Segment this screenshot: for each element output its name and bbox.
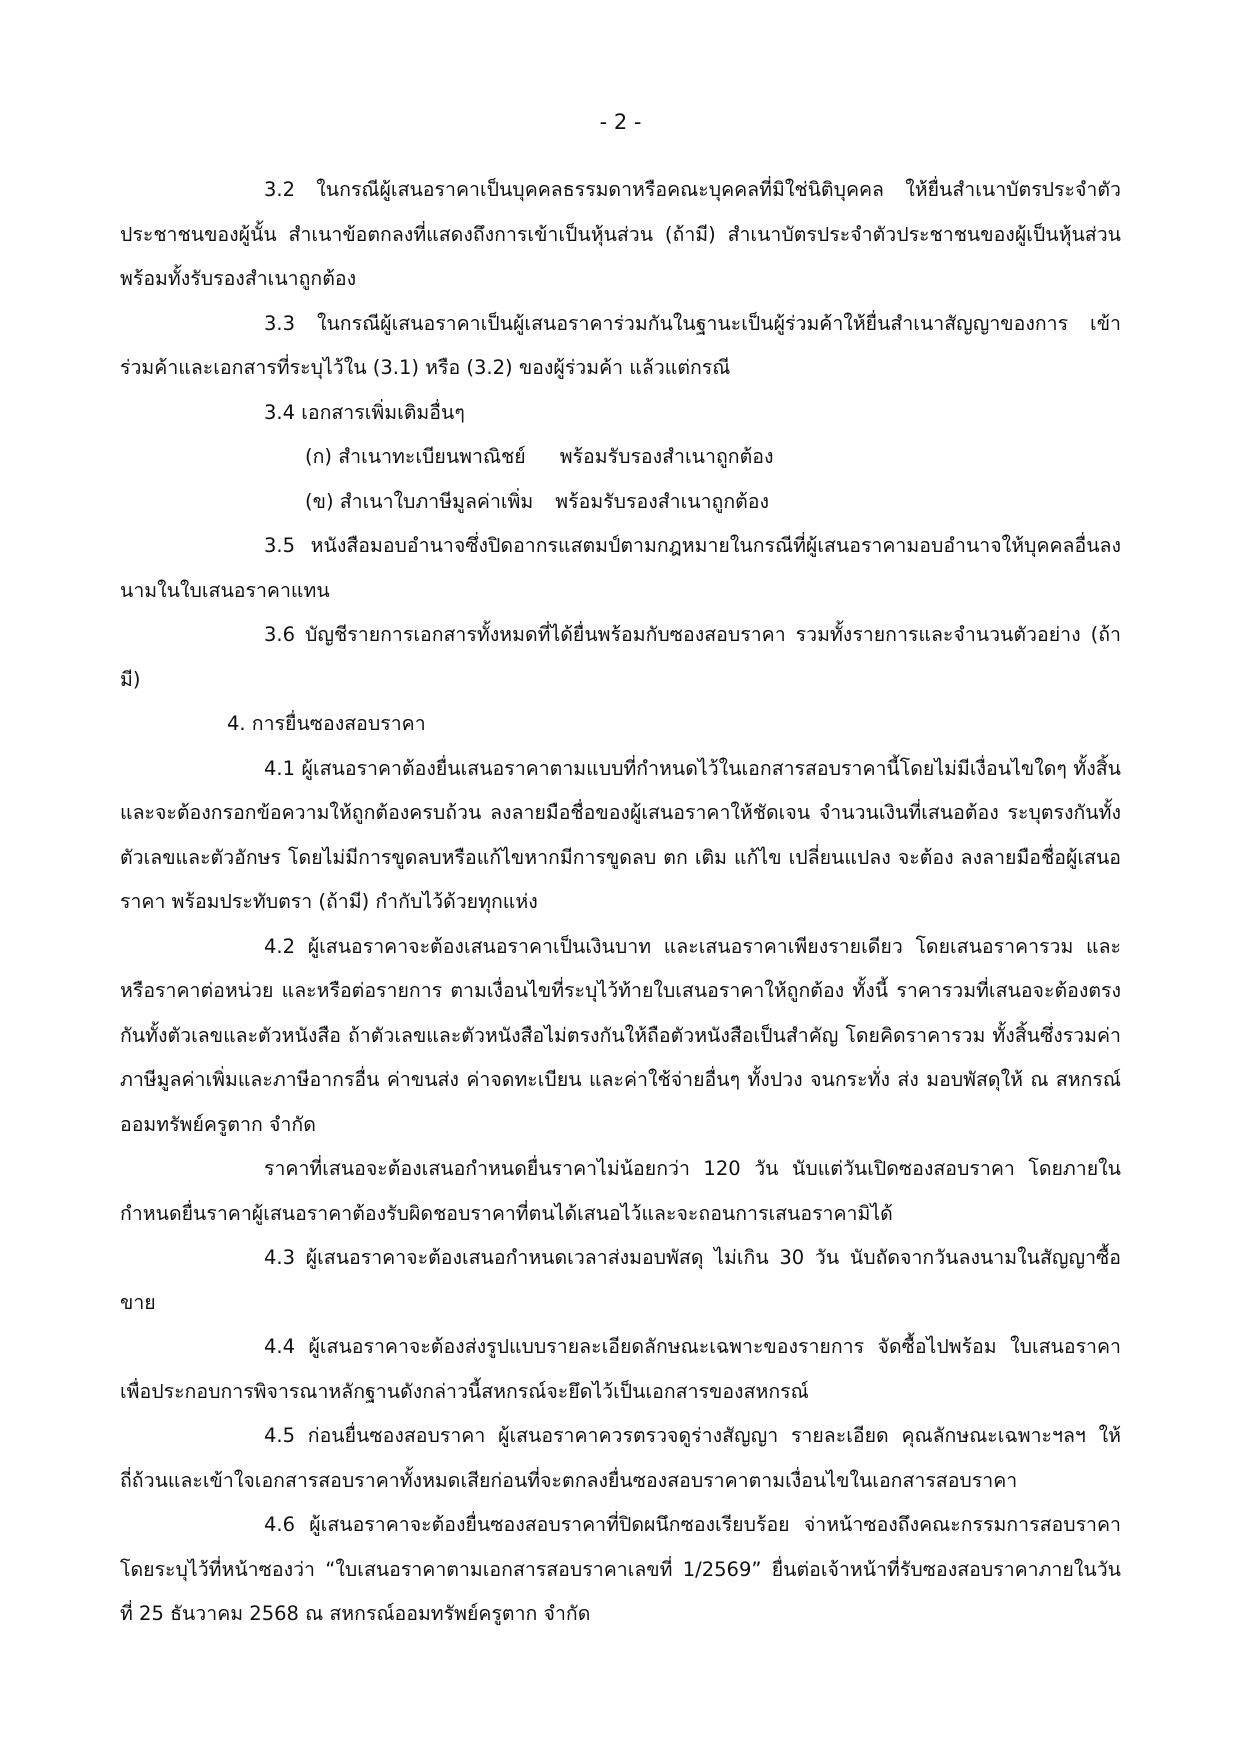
paragraph-4-2-price: ราคาที่เสนอจะต้องเสนอกำหนดยื่นราคาไม่น้อยกว่า 120 วัน นับแต่วันเปิดซองสอบราคา โดยภายในกำหนดยื่นราคาผู้เสนอราคาต้องรับผิดชอบราคาที่ตนได้เสนอไว้และจะถอนการเสนอราคามิได้ xyxy=(120,1157,1121,1225)
paragraph-4-5: 4.5 ก่อนยื่นซองสอบราคา ผู้เสนอราคาควรตรวจดูร่างสัญญา รายละเอียด คุณลักษณะเฉพาะฯลฯ ให้ถี่ถ้วนและเข้าใจเอกสารสอบราคาทั้งหมดเสียก่อนที่จะตกลงยื่นซองสอบราคาตามเงื่อนไขในเอกสารสอบราคา xyxy=(120,1424,1121,1492)
page-number: - 2 - xyxy=(599,110,642,134)
paragraph-3-4-a xyxy=(120,435,1121,480)
paragraph-3-2: 3.2 ในกรณีผู้เสนอราคาเป็นบุคคลธรรมดาหรือคณะบุคคลที่มิใช่นิติบุคคล ให้ยื่นสำเนาบัตรประจำตัวประชาชนของผู้นั้น สำเนาข้อตกลงที่แสดงถึงการเข้าเป็นหุ้นส่วน (ถ้ามี) สำเนาบัตรประจำตัวประชาชนของผู้เป็นหุ้นส่วน พร้อมทั้งรับรองสำเนาถูกต้อง xyxy=(120,178,1121,290)
paragraph-4-3: 4.3 ผู้เสนอราคาจะต้องเสนอกำหนดเวลาส่งมอบพัสดุ ไม่เกิน 30 วัน นับถัดจากวันลงนามในสัญญาซื้อขาย xyxy=(120,1246,1121,1314)
paragraph-3-6: 3.6 บัญชีรายการเอกสารทั้งหมดที่ได้ยื่นพร้อมกับซองสอบราคา รวมทั้งรายการและจำนวนตัวอย่าง (ถ้ามี) xyxy=(120,623,1121,691)
item-b-note: พร้อมรับรองสำเนาถูกต้อง xyxy=(555,489,770,513)
paragraph-4-4: 4.4 ผู้เสนอราคาจะต้องส่งรูปแบบรายละเอียดลักษณะเฉพาะของรายการ จัดซื้อไปพร้อม ใบเสนอราคาเพื่อประกอบการพิจารณาหลักฐานดังกล่าวนี้สหกรณ์จะยึดไว้เป็นเอกสารของสหกรณ์ xyxy=(120,1335,1121,1403)
document-body xyxy=(120,168,1121,1637)
paragraph-3-5: 3.5 หนังสือมอบอำนาจซึ่งปิดอากรแสตมป์ตามกฎหมายในกรณีที่ผู้เสนอราคามอบอำนาจให้บุคคลอื่นลงนามในใบเสนอราคาแทน xyxy=(120,534,1121,602)
paragraph-4-2: 4.2 ผู้เสนอราคาจะต้องเสนอราคาเป็นเงินบาท และเสนอราคาเพียงรายเดียว โดยเสนอราคารวม และหรือราคาต่อหน่วย และหรือต่อรายการ ตามเงื่อนไขที่ระบุไว้ท้ายใบเสนอราคาให้ถูกต้อง ทั้งนี้ ราคารวมที่เสนอจะต้องตรงกันทั้งตัวเลขและตัวหนังสือ ถ้าตัวเลขและตัวหนังสือไม่ตรงกันให้ถือตัวหนังสือเป็นสำคัญ โดยคิดราคารวม ทั้งสิ้นซึ่งรวมค่าภาษีมูลค่าเพิ่มและภาษีอากรอื่น ค่าขนส่ง ค่าจดทะเบียน และค่าใช้จ่ายอื่นๆ ทั้งปวง จนกระทั่ง ส่ง มอบพัสดุให้ ณ สหกรณ์ออมทรัพย์ครูตาก จำกัด xyxy=(120,934,1121,1136)
item-a-note: พร้อมรับรองสำเนาถูกต้อง xyxy=(559,445,774,468)
section-4-heading: 4. การยื่นซองสอบราคา xyxy=(227,712,426,735)
paragraph-4-6: 4.6 ผู้เสนอราคาจะต้องยื่นซองสอบราคาที่ปิดผนึกซองเรียบร้อย จ่าหน้าซองถึงคณะกรรมการสอบราคา โดยระบุไว้ที่หน้าซองว่า “ใบเสนอราคาตามเอกสารสอบราคาเลขที่ 1/2569” ยื่นต่อเจ้าหน้าที่รับซองสอบราคาภายในวันที่ 25 ธันวาคม 2568 ณ สหกรณ์ออมทรัพย์ครูตาก จำกัด xyxy=(120,1513,1121,1625)
item-b-label: (ข) สำเนาใบภาษีมูลค่าเพิ่ม xyxy=(305,489,534,513)
item-a-label: (ก) สำเนาทะเบียนพาณิชย์ xyxy=(305,445,526,468)
paragraph-3-4: 3.4 เอกสารเพิ่มเติมอื่นๆ xyxy=(264,400,465,424)
paragraph-4-1: 4.1 ผู้เสนอราคาต้องยื่นเสนอราคาตามแบบที่กำหนดไว้ในเอกสารสอบราคานี้โดยไม่มีเงื่อนไขใดๆ ทั้งสิ้นและจะต้องกรอกข้อความให้ถูกต้องครบถ้วน ลงลายมือชื่อของผู้เสนอราคาให้ชัดเจน จำนวนเงินที่เสนอต้อง ระบุตรงกันทั้งตัวเลขและตัวอักษร โดยไม่มีการขูดลบหรือแก้ไขหากมีการขูดลบ ตก เติม แก้ไข เปลี่ยนแปลง จะต้อง ลงลายมือชื่อผู้เสนอราคา พร้อมประทับตรา (ถ้ามี) กำกับไว้ด้วยทุกแห่ง xyxy=(120,756,1121,913)
paragraph-3-3: 3.3 ในกรณีผู้เสนอราคาเป็นผู้เสนอราคาร่วมกันในฐานะเป็นผู้ร่วมค้าให้ยื่นสำเนาสัญญาของการ เข้าร่วมค้าและเอกสารที่ระบุไว้ใน (3.1) หรือ (3.2) ของผู้ร่วมค้า แล้วแต่กรณี xyxy=(120,311,1121,379)
paragraph-3-4-b xyxy=(120,480,1121,525)
